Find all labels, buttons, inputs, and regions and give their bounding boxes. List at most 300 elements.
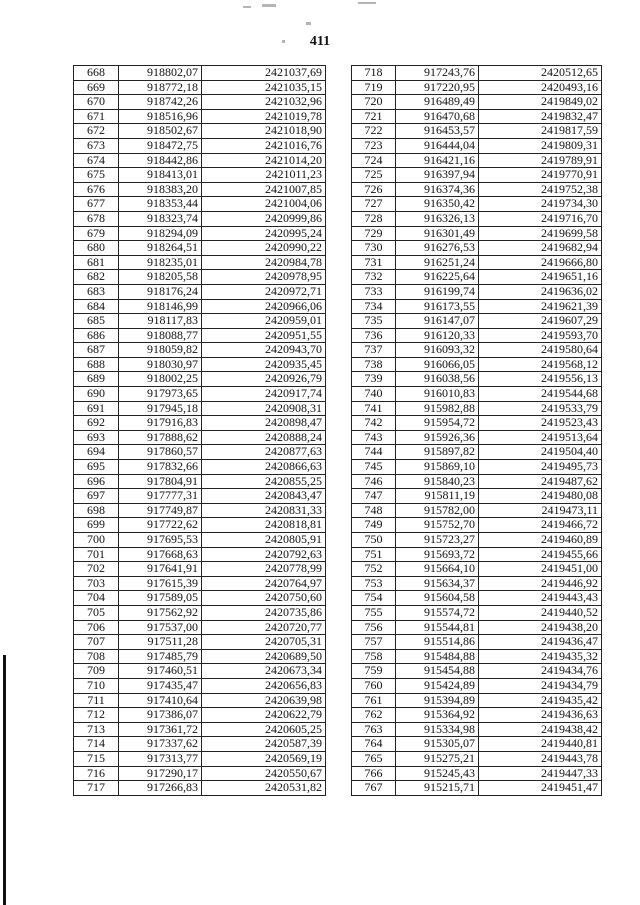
x-coordinate: 917511,28 xyxy=(119,635,202,650)
point-number: 702 xyxy=(74,562,119,577)
x-coordinate: 917832,66 xyxy=(119,460,202,475)
x-coordinate: 917860,57 xyxy=(119,445,202,460)
x-coordinate: 918772,18 xyxy=(119,80,202,95)
table-row xyxy=(74,781,326,796)
x-coordinate: 916444,04 xyxy=(396,138,479,153)
x-coordinate: 915544,81 xyxy=(396,620,479,635)
y-coordinate: 2419770,91 xyxy=(479,168,602,183)
point-number: 734 xyxy=(352,299,396,314)
x-coordinate: 915926,36 xyxy=(396,430,479,445)
y-coordinate: 2419789,91 xyxy=(479,153,602,168)
x-coordinate: 915664,10 xyxy=(396,562,479,577)
x-coordinate: 915840,23 xyxy=(396,474,479,489)
x-coordinate: 917460,51 xyxy=(119,664,202,679)
y-coordinate: 2419495,73 xyxy=(479,460,602,475)
table-row xyxy=(74,138,326,153)
x-coordinate: 917562,92 xyxy=(119,605,202,620)
table-row xyxy=(352,445,602,460)
x-coordinate: 915454,88 xyxy=(396,664,479,679)
point-number: 671 xyxy=(74,109,119,124)
table-row xyxy=(74,737,326,752)
point-number: 675 xyxy=(74,168,119,183)
table-row xyxy=(352,299,602,314)
x-coordinate: 918146,99 xyxy=(119,299,202,314)
x-coordinate: 915897,82 xyxy=(396,445,479,460)
table-row xyxy=(74,489,326,504)
x-coordinate: 918088,77 xyxy=(119,328,202,343)
y-coordinate: 2421037,69 xyxy=(202,66,326,81)
table-row xyxy=(352,576,602,591)
y-coordinate: 2420735,86 xyxy=(202,605,326,620)
y-coordinate: 2419651,16 xyxy=(479,270,602,285)
y-coordinate: 2420550,67 xyxy=(202,766,326,781)
x-coordinate: 917973,65 xyxy=(119,387,202,402)
point-number: 756 xyxy=(352,620,396,635)
y-coordinate: 2420764,97 xyxy=(202,576,326,591)
table-row xyxy=(74,503,326,518)
x-coordinate: 916120,33 xyxy=(396,328,479,343)
point-number: 760 xyxy=(352,678,396,693)
y-coordinate: 2419809,31 xyxy=(479,138,602,153)
x-coordinate: 917916,83 xyxy=(119,416,202,431)
y-coordinate: 2420805,91 xyxy=(202,533,326,548)
point-number: 733 xyxy=(352,284,396,299)
y-coordinate: 2419435,32 xyxy=(479,649,602,664)
x-coordinate: 917485,79 xyxy=(119,649,202,664)
x-coordinate: 915982,88 xyxy=(396,401,479,416)
point-number: 732 xyxy=(352,270,396,285)
point-number: 754 xyxy=(352,591,396,606)
table-row xyxy=(74,474,326,489)
table-row xyxy=(74,605,326,620)
point-number: 681 xyxy=(74,255,119,270)
y-coordinate: 2419451,47 xyxy=(479,781,602,796)
point-number: 683 xyxy=(74,284,119,299)
table-row xyxy=(352,255,602,270)
x-coordinate: 915954,72 xyxy=(396,416,479,431)
y-coordinate: 2419446,92 xyxy=(479,576,602,591)
point-number: 670 xyxy=(74,95,119,110)
x-coordinate: 916350,42 xyxy=(396,197,479,212)
x-coordinate: 915693,72 xyxy=(396,547,479,562)
x-coordinate: 917615,39 xyxy=(119,576,202,591)
table-row xyxy=(74,708,326,723)
x-coordinate: 917386,07 xyxy=(119,708,202,723)
point-number: 678 xyxy=(74,211,119,226)
y-coordinate: 2419621,39 xyxy=(479,299,602,314)
y-coordinate: 2419436,63 xyxy=(479,708,602,723)
table-row xyxy=(74,547,326,562)
y-coordinate: 2421007,85 xyxy=(202,182,326,197)
x-coordinate: 915869,10 xyxy=(396,460,479,475)
table-row xyxy=(74,664,326,679)
table-row xyxy=(352,80,602,95)
scan-speck xyxy=(306,22,311,25)
y-coordinate: 2420639,98 xyxy=(202,693,326,708)
x-coordinate: 915424,89 xyxy=(396,678,479,693)
y-coordinate: 2419523,43 xyxy=(479,416,602,431)
y-coordinate: 2419447,33 xyxy=(479,766,602,781)
point-number: 701 xyxy=(74,547,119,562)
y-coordinate: 2420935,45 xyxy=(202,357,326,372)
y-coordinate: 2419682,94 xyxy=(479,241,602,256)
point-number: 749 xyxy=(352,518,396,533)
table-row xyxy=(74,241,326,256)
point-number: 746 xyxy=(352,474,396,489)
y-coordinate: 2420866,63 xyxy=(202,460,326,475)
table-row xyxy=(352,314,602,329)
point-number: 684 xyxy=(74,299,119,314)
point-number: 725 xyxy=(352,168,396,183)
point-number: 718 xyxy=(352,66,396,81)
point-number: 682 xyxy=(74,270,119,285)
x-coordinate: 918472,75 xyxy=(119,138,202,153)
point-number: 677 xyxy=(74,197,119,212)
y-coordinate: 2419817,59 xyxy=(479,124,602,139)
table-row xyxy=(352,401,602,416)
x-coordinate: 916326,13 xyxy=(396,211,479,226)
x-coordinate: 916276,53 xyxy=(396,241,479,256)
y-coordinate: 2420898,47 xyxy=(202,416,326,431)
y-coordinate: 2420908,31 xyxy=(202,401,326,416)
x-coordinate: 915782,00 xyxy=(396,503,479,518)
table-row xyxy=(352,474,602,489)
table-row xyxy=(352,124,602,139)
x-coordinate: 917410,64 xyxy=(119,693,202,708)
table-row xyxy=(352,503,602,518)
coordinates-table-right xyxy=(351,65,602,796)
table-row xyxy=(352,153,602,168)
table-row xyxy=(74,722,326,737)
table-row xyxy=(352,66,602,81)
x-coordinate: 918002,25 xyxy=(119,372,202,387)
point-number: 737 xyxy=(352,343,396,358)
y-coordinate: 2420689,50 xyxy=(202,649,326,664)
point-number: 699 xyxy=(74,518,119,533)
x-coordinate: 916066,05 xyxy=(396,357,479,372)
x-coordinate: 917243,76 xyxy=(396,66,479,81)
point-number: 745 xyxy=(352,460,396,475)
x-coordinate: 918516,96 xyxy=(119,109,202,124)
x-coordinate: 918802,07 xyxy=(119,66,202,81)
table-row xyxy=(352,678,602,693)
point-number: 742 xyxy=(352,416,396,431)
y-coordinate: 2419832,47 xyxy=(479,109,602,124)
y-coordinate: 2419438,20 xyxy=(479,620,602,635)
table-row xyxy=(352,241,602,256)
table-row xyxy=(352,722,602,737)
x-coordinate: 917641,91 xyxy=(119,562,202,577)
table-row xyxy=(352,562,602,577)
table-row xyxy=(352,226,602,241)
point-number: 709 xyxy=(74,664,119,679)
x-coordinate: 917695,53 xyxy=(119,533,202,548)
x-coordinate: 918502,67 xyxy=(119,124,202,139)
table-row xyxy=(74,109,326,124)
y-coordinate: 2419434,79 xyxy=(479,678,602,693)
table-row xyxy=(74,591,326,606)
table-row xyxy=(352,328,602,343)
x-coordinate: 918442,86 xyxy=(119,153,202,168)
point-number: 704 xyxy=(74,591,119,606)
table-row xyxy=(352,649,602,664)
point-number: 720 xyxy=(352,95,396,110)
x-coordinate: 918059,82 xyxy=(119,343,202,358)
point-number: 674 xyxy=(74,153,119,168)
table-row xyxy=(74,518,326,533)
table-row xyxy=(74,211,326,226)
point-number: 695 xyxy=(74,460,119,475)
y-coordinate: 2419443,78 xyxy=(479,751,602,766)
x-coordinate: 916421,16 xyxy=(396,153,479,168)
x-coordinate: 918323,74 xyxy=(119,211,202,226)
scan-speck xyxy=(243,6,251,8)
y-coordinate: 2419593,70 xyxy=(479,328,602,343)
table-row xyxy=(352,693,602,708)
y-coordinate: 2419752,38 xyxy=(479,182,602,197)
x-coordinate: 917337,62 xyxy=(119,737,202,752)
x-coordinate: 918742,26 xyxy=(119,95,202,110)
x-coordinate: 916470,68 xyxy=(396,109,479,124)
table-row xyxy=(74,416,326,431)
x-coordinate: 916397,94 xyxy=(396,168,479,183)
x-coordinate: 916374,36 xyxy=(396,182,479,197)
point-number: 735 xyxy=(352,314,396,329)
x-coordinate: 915334,98 xyxy=(396,722,479,737)
y-coordinate: 2420493,16 xyxy=(479,80,602,95)
table-row xyxy=(74,66,326,81)
table-row xyxy=(352,664,602,679)
table-row xyxy=(352,372,602,387)
table-row xyxy=(74,95,326,110)
point-number: 673 xyxy=(74,138,119,153)
table-row xyxy=(74,460,326,475)
x-coordinate: 917220,95 xyxy=(396,80,479,95)
point-number: 762 xyxy=(352,708,396,723)
y-coordinate: 2419716,70 xyxy=(479,211,602,226)
x-coordinate: 917888,62 xyxy=(119,430,202,445)
x-coordinate: 916251,24 xyxy=(396,255,479,270)
y-coordinate: 2419666,80 xyxy=(479,255,602,270)
y-coordinate: 2420943,70 xyxy=(202,343,326,358)
x-coordinate: 916301,49 xyxy=(396,226,479,241)
point-number: 690 xyxy=(74,387,119,402)
point-number: 668 xyxy=(74,66,119,81)
y-coordinate: 2419466,72 xyxy=(479,518,602,533)
x-coordinate: 917749,87 xyxy=(119,503,202,518)
x-coordinate: 917537,00 xyxy=(119,620,202,635)
x-coordinate: 916173,55 xyxy=(396,299,479,314)
point-number: 712 xyxy=(74,708,119,723)
y-coordinate: 2420999,86 xyxy=(202,211,326,226)
table-row xyxy=(352,357,602,372)
y-coordinate: 2420855,25 xyxy=(202,474,326,489)
y-coordinate: 2419451,00 xyxy=(479,562,602,577)
y-coordinate: 2420972,71 xyxy=(202,284,326,299)
table-row xyxy=(352,387,602,402)
table-row xyxy=(352,211,602,226)
table-row xyxy=(74,430,326,445)
y-coordinate: 2419434,76 xyxy=(479,664,602,679)
point-number: 719 xyxy=(352,80,396,95)
y-coordinate: 2420705,31 xyxy=(202,635,326,650)
point-number: 721 xyxy=(352,109,396,124)
point-number: 728 xyxy=(352,211,396,226)
point-number: 731 xyxy=(352,255,396,270)
x-coordinate: 918117,83 xyxy=(119,314,202,329)
point-number: 692 xyxy=(74,416,119,431)
y-coordinate: 2420792,63 xyxy=(202,547,326,562)
table-row xyxy=(74,182,326,197)
table-row xyxy=(74,401,326,416)
y-coordinate: 2419436,47 xyxy=(479,635,602,650)
table-row xyxy=(74,372,326,387)
y-coordinate: 2419443,43 xyxy=(479,591,602,606)
x-coordinate: 917777,31 xyxy=(119,489,202,504)
point-number: 738 xyxy=(352,357,396,372)
table-row xyxy=(352,460,602,475)
table-row xyxy=(352,430,602,445)
y-coordinate: 2420778,99 xyxy=(202,562,326,577)
x-coordinate: 916225,64 xyxy=(396,270,479,285)
table-row xyxy=(74,270,326,285)
table-row xyxy=(352,533,602,548)
point-number: 751 xyxy=(352,547,396,562)
table-row xyxy=(352,138,602,153)
x-coordinate: 916010,83 xyxy=(396,387,479,402)
table-row xyxy=(74,197,326,212)
y-coordinate: 2419580,64 xyxy=(479,343,602,358)
y-coordinate: 2420673,34 xyxy=(202,664,326,679)
point-number: 727 xyxy=(352,197,396,212)
table-row xyxy=(352,605,602,620)
point-number: 724 xyxy=(352,153,396,168)
point-number: 755 xyxy=(352,605,396,620)
x-coordinate: 915275,21 xyxy=(396,751,479,766)
point-number: 743 xyxy=(352,430,396,445)
x-coordinate: 917945,18 xyxy=(119,401,202,416)
table-row xyxy=(352,109,602,124)
x-coordinate: 915574,72 xyxy=(396,605,479,620)
y-coordinate: 2420978,95 xyxy=(202,270,326,285)
table-row xyxy=(74,751,326,766)
table-row xyxy=(352,781,602,796)
table-row xyxy=(74,226,326,241)
point-number: 696 xyxy=(74,474,119,489)
point-number: 687 xyxy=(74,343,119,358)
table-row xyxy=(74,255,326,270)
point-number: 766 xyxy=(352,766,396,781)
y-coordinate: 2419480,08 xyxy=(479,489,602,504)
x-coordinate: 917313,77 xyxy=(119,751,202,766)
table-row xyxy=(74,168,326,183)
y-coordinate: 2421004,06 xyxy=(202,197,326,212)
table-row xyxy=(352,547,602,562)
point-number: 700 xyxy=(74,533,119,548)
table-row xyxy=(352,284,602,299)
x-coordinate: 915604,58 xyxy=(396,591,479,606)
point-number: 744 xyxy=(352,445,396,460)
y-coordinate: 2419607,29 xyxy=(479,314,602,329)
table-row xyxy=(352,182,602,197)
table-row xyxy=(352,591,602,606)
point-number: 763 xyxy=(352,722,396,737)
coordinates-table-right-body xyxy=(352,66,602,796)
point-number: 679 xyxy=(74,226,119,241)
point-number: 685 xyxy=(74,314,119,329)
table-row xyxy=(74,328,326,343)
table-row xyxy=(74,562,326,577)
x-coordinate: 915484,88 xyxy=(396,649,479,664)
y-coordinate: 2419440,52 xyxy=(479,605,602,620)
x-coordinate: 917668,63 xyxy=(119,547,202,562)
y-coordinate: 2419487,62 xyxy=(479,474,602,489)
y-coordinate: 2420531,82 xyxy=(202,781,326,796)
y-coordinate: 2419734,30 xyxy=(479,197,602,212)
point-number: 691 xyxy=(74,401,119,416)
table-row xyxy=(74,124,326,139)
table-row xyxy=(352,518,602,533)
x-coordinate: 915514,86 xyxy=(396,635,479,650)
table-row xyxy=(352,343,602,358)
point-number: 764 xyxy=(352,737,396,752)
scan-edge-bar xyxy=(3,655,6,905)
point-number: 736 xyxy=(352,328,396,343)
x-coordinate: 915723,27 xyxy=(396,533,479,548)
y-coordinate: 2420569,19 xyxy=(202,751,326,766)
table-row xyxy=(352,270,602,285)
y-coordinate: 2419513,64 xyxy=(479,430,602,445)
table-row xyxy=(74,620,326,635)
x-coordinate: 915245,43 xyxy=(396,766,479,781)
y-coordinate: 2420818,81 xyxy=(202,518,326,533)
y-coordinate: 2421011,23 xyxy=(202,168,326,183)
x-coordinate: 915634,37 xyxy=(396,576,479,591)
y-coordinate: 2420959,01 xyxy=(202,314,326,329)
table-row xyxy=(352,708,602,723)
point-number: 708 xyxy=(74,649,119,664)
y-coordinate: 2420512,65 xyxy=(479,66,602,81)
table-row xyxy=(74,387,326,402)
table-row xyxy=(74,635,326,650)
table-row xyxy=(74,80,326,95)
point-number: 672 xyxy=(74,124,119,139)
x-coordinate: 915364,92 xyxy=(396,708,479,723)
y-coordinate: 2420917,74 xyxy=(202,387,326,402)
point-number: 698 xyxy=(74,503,119,518)
y-coordinate: 2419435,42 xyxy=(479,693,602,708)
y-coordinate: 2420622,79 xyxy=(202,708,326,723)
x-coordinate: 916489,49 xyxy=(396,95,479,110)
point-number: 759 xyxy=(352,664,396,679)
y-coordinate: 2420995,24 xyxy=(202,226,326,241)
point-number: 739 xyxy=(352,372,396,387)
x-coordinate: 917589,05 xyxy=(119,591,202,606)
point-number: 717 xyxy=(74,781,119,796)
point-number: 711 xyxy=(74,693,119,708)
scan-speck xyxy=(262,4,276,7)
point-number: 729 xyxy=(352,226,396,241)
y-coordinate: 2420656,83 xyxy=(202,678,326,693)
table-row xyxy=(74,357,326,372)
x-coordinate: 918353,44 xyxy=(119,197,202,212)
y-coordinate: 2420951,55 xyxy=(202,328,326,343)
y-coordinate: 2420750,60 xyxy=(202,591,326,606)
y-coordinate: 2420888,24 xyxy=(202,430,326,445)
point-number: 765 xyxy=(352,751,396,766)
x-coordinate: 918205,58 xyxy=(119,270,202,285)
y-coordinate: 2419636,02 xyxy=(479,284,602,299)
